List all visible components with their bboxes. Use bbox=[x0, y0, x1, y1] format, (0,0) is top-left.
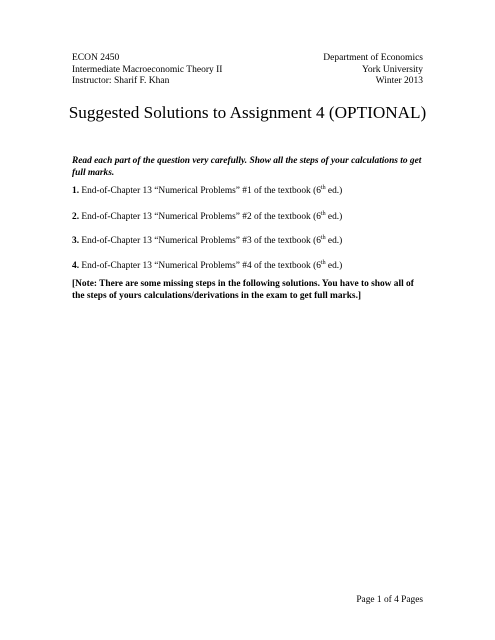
course-code: ECON 2450 bbox=[72, 53, 120, 63]
university: York University bbox=[361, 64, 423, 75]
problem-superscript: th bbox=[320, 260, 326, 266]
problem-text: End-of-Chapter 13 “Numerical Problems” #2 of the textbook (6 bbox=[81, 212, 321, 222]
problem-text: End-of-Chapter 13 “Numerical Problems” #4 of the textbook (6 bbox=[81, 261, 321, 271]
course-name: Intermediate Macroeconomic Theory II bbox=[72, 64, 223, 75]
institution-info bbox=[323, 53, 423, 88]
note: [Note: There are some missing steps in the following solutions. You have to show all of the steps of yours calculations/derivations in the exam to get full marks.] bbox=[72, 279, 414, 301]
problem-item bbox=[72, 236, 342, 246]
problem-suffix: ed.) bbox=[325, 236, 343, 246]
problem-superscript: th bbox=[320, 235, 326, 241]
instructor: Instructor: Sharif F. Khan bbox=[72, 76, 170, 87]
problem-item bbox=[72, 261, 342, 271]
problem-number: 4. bbox=[72, 261, 80, 271]
problem-number: 1. bbox=[72, 186, 80, 196]
problem-suffix: ed.) bbox=[325, 261, 343, 271]
problem-superscript: th bbox=[320, 211, 326, 217]
instructions: Read each part of the question very carefully. Show all the steps of your calculations to get full marks. bbox=[72, 156, 422, 178]
term: Winter 2013 bbox=[375, 76, 423, 87]
problem-superscript: th bbox=[320, 185, 326, 191]
problem-number: 3. bbox=[72, 236, 80, 246]
page-number: Page 1 of 4 Pages bbox=[356, 595, 423, 605]
problem-suffix: ed.) bbox=[325, 186, 343, 196]
problem-item bbox=[72, 212, 342, 222]
problem-number: 2. bbox=[72, 212, 80, 222]
problem-item bbox=[72, 186, 342, 196]
page-title: Suggested Solutions to Assignment 4 (OPTIONAL) bbox=[68, 103, 427, 122]
department: Department of Economics bbox=[323, 53, 423, 63]
problem-text: End-of-Chapter 13 “Numerical Problems” #1 of the textbook (6 bbox=[81, 186, 321, 196]
course-info bbox=[72, 53, 222, 88]
problem-suffix: ed.) bbox=[325, 212, 343, 222]
problem-text: End-of-Chapter 13 “Numerical Problems” #3 of the textbook (6 bbox=[81, 236, 321, 246]
